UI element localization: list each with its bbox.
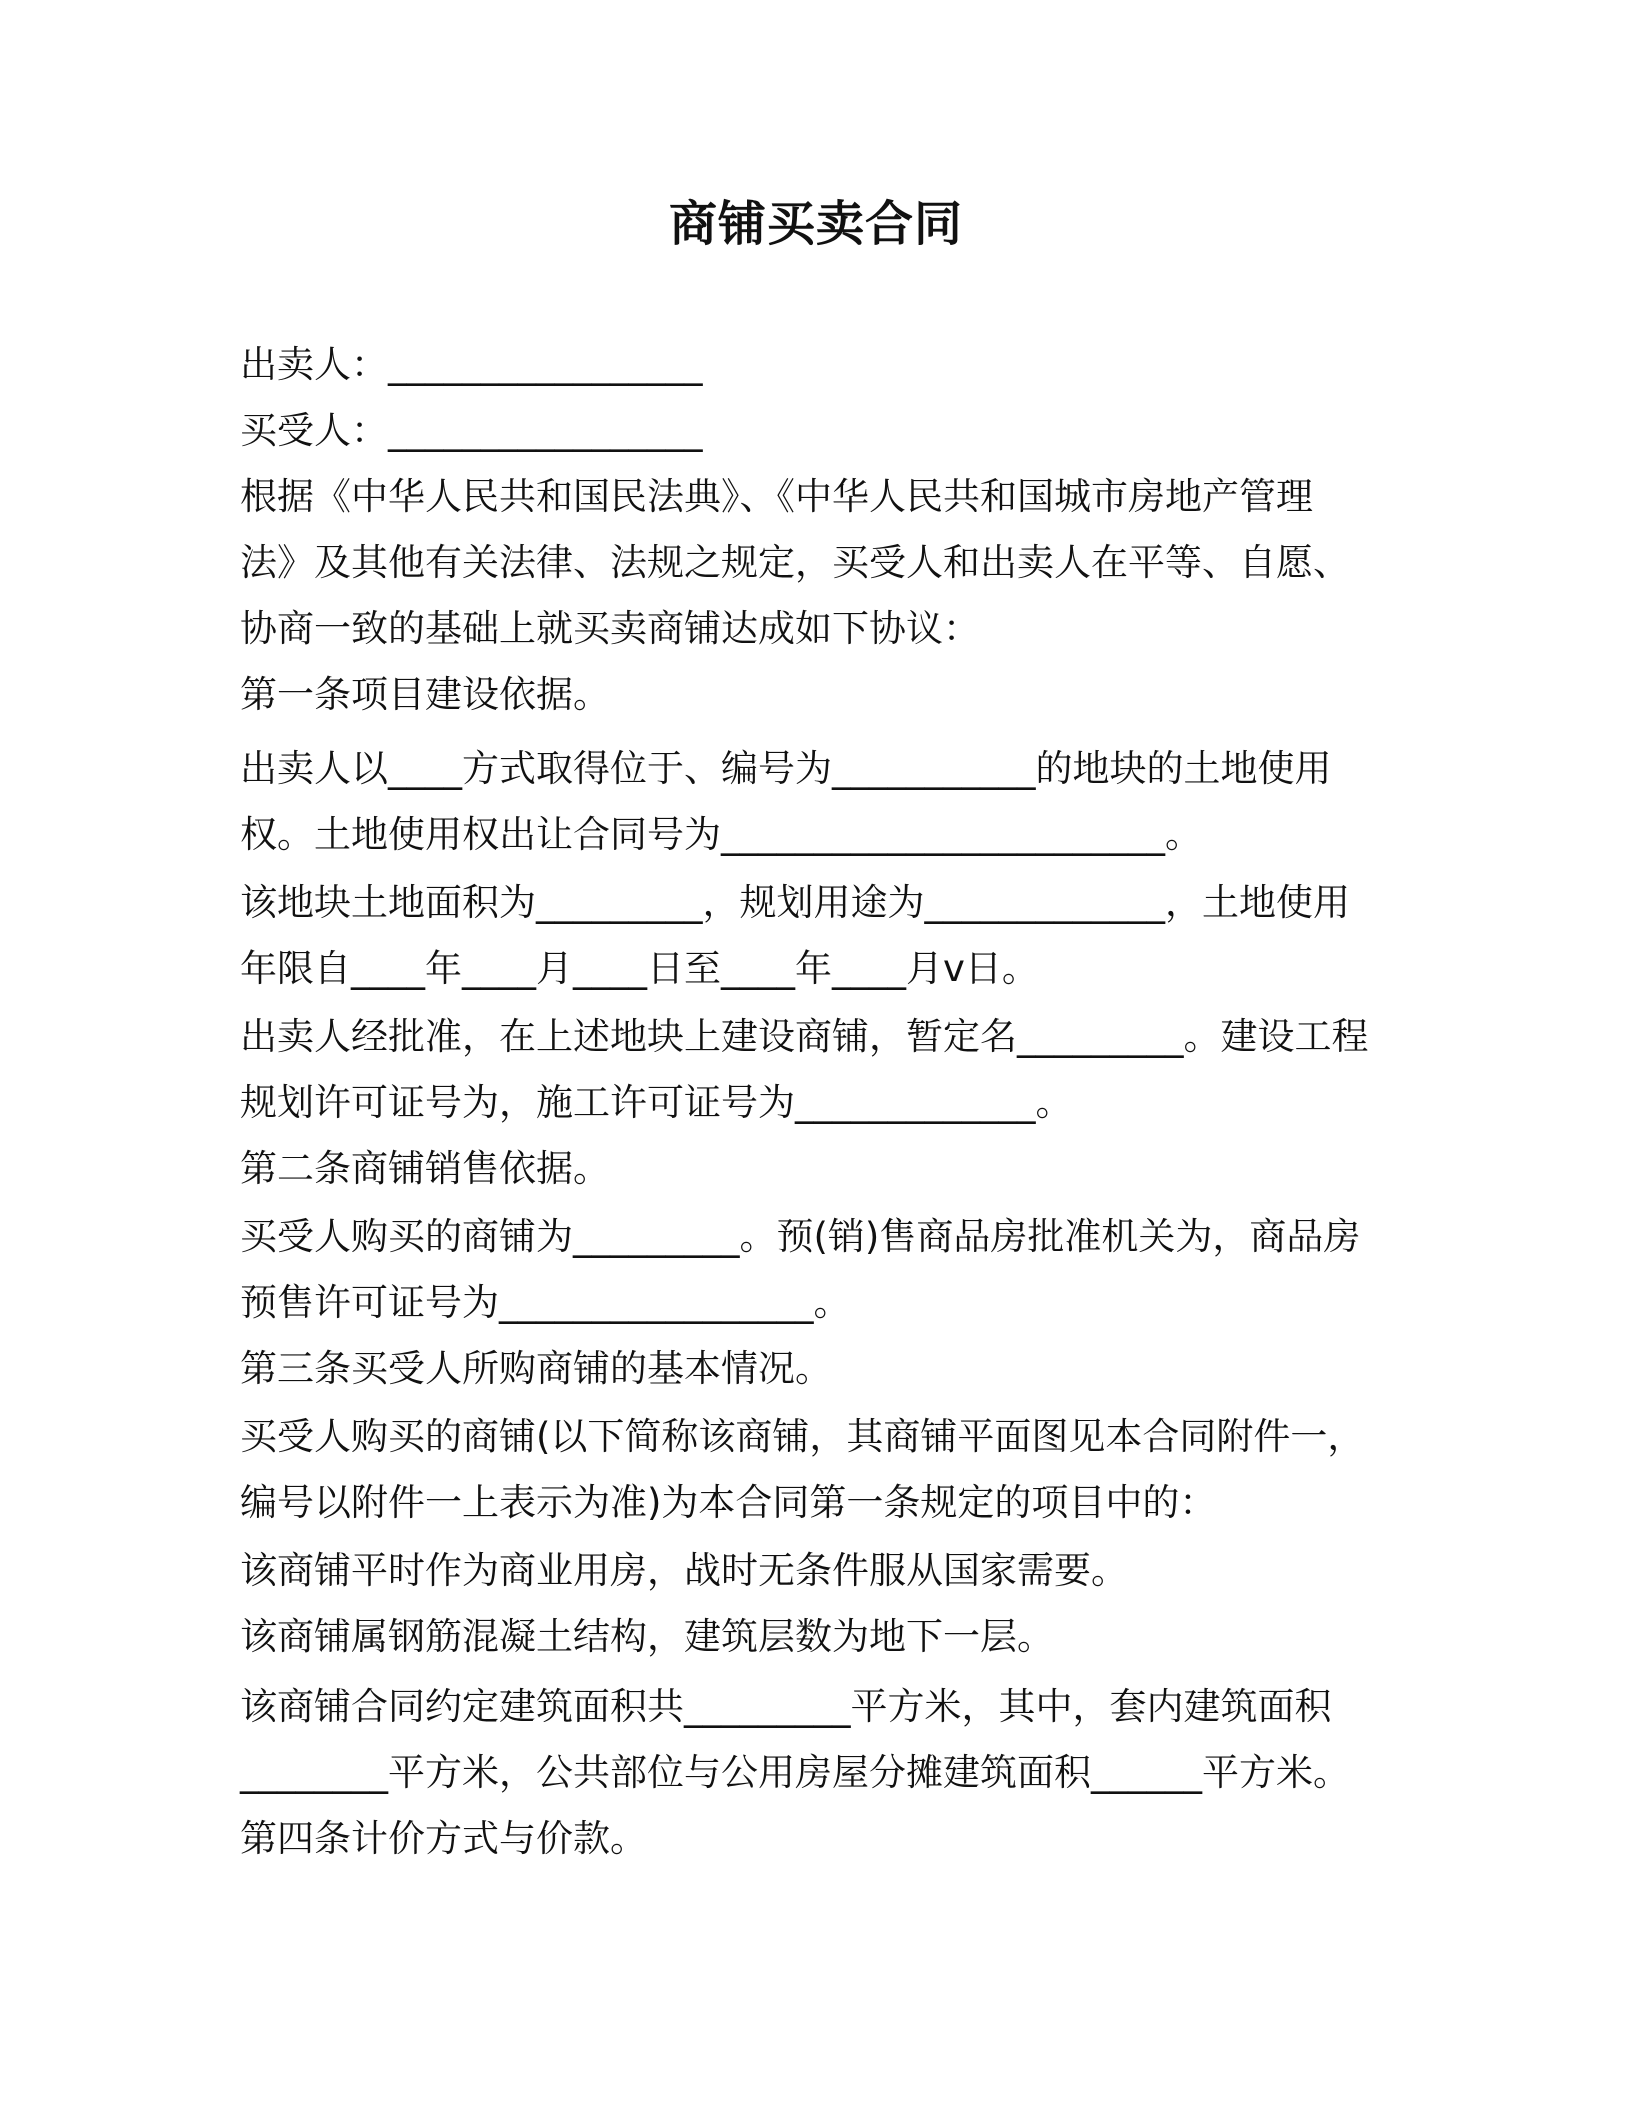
article-3-line-3: 该商铺平时作为商业用房，战时无条件服从国家需要。 [240, 1549, 1128, 1592]
article-1-line-2: 权。土地使用权出让合同号为________________________。 [240, 813, 1202, 856]
article-2-heading: 第二条商铺销售依据。 [240, 1147, 610, 1190]
article-1-line-4: 年限自____年____月____日至____年____月ⅴ日。 [240, 947, 1039, 990]
article-2-line-2: 预售许可证号为_________________。 [240, 1281, 851, 1324]
article-3-line-2: 编号以附件一上表示为准)为本合同第一条规定的项目中的： [240, 1481, 1217, 1524]
preamble-line-2: 法》及其他有关法律、法规之规定，买受人和出卖人在平等、自愿、 [240, 541, 1350, 584]
buyer-line: 买受人：_________________ [240, 409, 703, 452]
preamble-line-3: 协商一致的基础上就买卖商铺达成如下协议： [240, 607, 980, 650]
article-3-line-6: ________平方米，公共部位与公用房屋分摊建筑面积______平方米。 [240, 1751, 1350, 1794]
article-3-line-1: 买受人购买的商铺(以下简称该商铺，其商铺平面图见本合同附件一， [240, 1415, 1365, 1458]
article-3-line-4: 该商铺属钢筋混凝土结构，建筑层数为地下一层。 [240, 1615, 1054, 1658]
article-1-line-1: 出卖人以____方式取得位于、编号为___________的地块的土地使用 [240, 747, 1332, 790]
article-3-line-5: 该商铺合同约定建筑面积共_________平方米，其中，套内建筑面积 [240, 1685, 1332, 1728]
article-2-line-1: 买受人购买的商铺为_________。预(销)售商品房批准机关为，商品房 [240, 1215, 1361, 1258]
article-1-heading: 第一条项目建设依据。 [240, 673, 610, 716]
seller-line: 出卖人：_________________ [240, 343, 703, 386]
document-title: 商铺买卖合同 [668, 196, 963, 252]
preamble-line-1: 根据《中华人民共和国民法典》、《中华人民共和国城市房地产管理 [240, 475, 1313, 518]
article-1-line-3: 该地块土地面积为_________，规划用途为_____________，土地使用 [240, 881, 1350, 924]
article-4-heading: 第四条计价方式与价款。 [240, 1817, 647, 1860]
article-1-line-5: 出卖人经批准，在上述地块上建设商铺，暂定名_________。建设工程 [240, 1015, 1369, 1058]
article-1-line-6: 规划许可证号为，施工许可证号为_____________。 [240, 1081, 1073, 1124]
article-3-heading: 第三条买受人所购商铺的基本情况。 [240, 1347, 832, 1390]
